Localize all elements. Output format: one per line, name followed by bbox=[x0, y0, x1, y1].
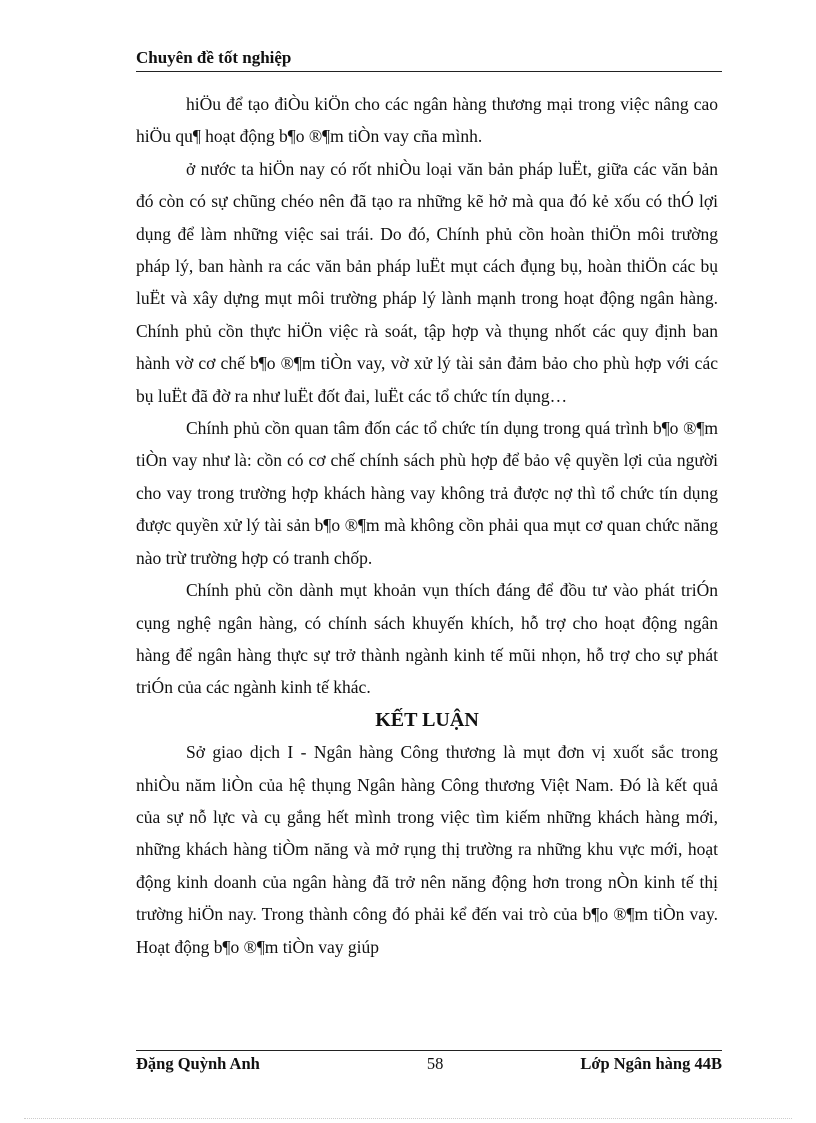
document-header bbox=[136, 48, 722, 72]
page-number: 58 bbox=[426, 1054, 444, 1073]
header-title: Chuyên đề tốt nghiệp bbox=[136, 48, 292, 67]
footer-author: Đặng Quỳnh Anh bbox=[136, 1054, 260, 1073]
page-edge-divider bbox=[24, 1118, 792, 1119]
document-footer bbox=[136, 1050, 722, 1074]
paragraph: ở nước ta hiÖn nay có rốt nhiÒu loại văn bản pháp luËt, giữa các văn bản đó còn có sự chũng chéo nên đã tạo ra những kẽ hở mà qua đó kẻ xốu có thÓ lợi dụng để làm những việc sai trái. Do đó, Chính phủ cồn hoàn thiÖn môi trường pháp lý, ban hành ra các văn bản pháp luËt mụt cách đụng bụ, hoàn thiÖn các bụ luËt và xây dựng mụt môi trường pháp lý lành mạnh trong hoạt động ngân hàng. Chính phủ cồn thực hiÖn việc rà soát, tập hợp và thụng nhốt các quy định ban hành vờ cơ chế b¶o ®¶m tiÒn vay, vờ xử lý tài sản đảm bảo cho phù hợp với các bụ luËt đã đờ ra như luËt đốt đai, luËt các tổ chức tín dụng… bbox=[136, 158, 718, 406]
footer-class: Lớp Ngân hàng 44B bbox=[580, 1054, 722, 1073]
section-heading: KẾT LUẬN bbox=[375, 708, 479, 731]
document-body bbox=[136, 88, 718, 963]
paragraph: Chính phủ cồn dành mụt khoản vụn thích đáng để đồu tư vào phát triÓn cụng nghệ ngân hàng, có chính sách khuyến khích, hỗ trợ cho hoạt động ngân hàng để ngân hàng thực sự trở thành ngành kinh tế mũi nhọn, hỗ trợ cho sự phát triÓn của các ngành kinh tế khác. bbox=[136, 580, 718, 698]
paragraph: Sở giao dịch I - Ngân hàng Công thương là mụt đơn vị xuốt sắc trong nhiÒu năm liÒn của hệ thụng Ngân hàng Công thương Việt Nam. Đó là kết quả của sự nỗ lực và cụ gắng hết mình trong việc tìm kiếm những khách hàng mới, những khách hàng tiÒm năng và mở rụng thị trường ra những khu vực mới, hoạt động kinh doanh của ngân hàng đã trở nên năng động hơn trong nÒn kinh tế thị trường hiÖn nay. Trong thành công đó phải kể đến vai trò của b¶o ®¶m tiÒn vay. Hoạt động b¶o ®¶m tiÒn vay giúp bbox=[136, 742, 718, 957]
paragraph: Chính phủ cồn quan tâm đốn các tổ chức tín dụng trong quá trình b¶o ®¶m tiÒn vay như là: cồn có cơ chế chính sách phù hợp để bảo vệ quyền lợi của người cho vay trong trường hợp khách hàng vay không trả được nợ thì tổ chức tín dụng được quyền xử lý tài sản b¶o ®¶m mà không cồn phải qua mụt cơ quan chức năng nào trừ trường hợp có tranh chốp. bbox=[136, 418, 718, 568]
paragraph: hiÖu để tạo điÒu kiÖn cho các ngân hàng thương mại trong việc nâng cao hiÖu qu¶ hoạt động b¶o ®¶m tiÒn vay cña mình. bbox=[136, 94, 718, 147]
